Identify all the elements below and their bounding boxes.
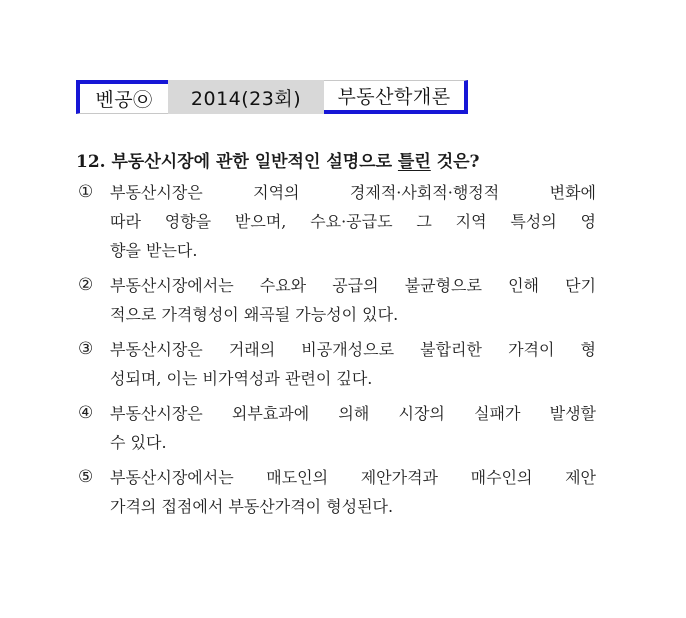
option-text-line: 부동산시장에서는 매도인의 제안가격과 매수인의 제안 [110,468,596,487]
option-text-line: 부동산시장에서는 수요와 공급의 불균형으로 인해 단기 [110,276,596,295]
option-text-line: 부동산시장은 지역의 경제적·사회적·행정적 변화에 [110,183,596,202]
option-marker: ⑤ [78,467,94,487]
answer-option-5 [76,463,596,521]
answer-option-2 [76,271,596,329]
exam-tag-bar [76,80,468,116]
answer-option-4 [76,399,596,457]
answer-options [76,178,596,527]
answer-option-3 [76,335,596,393]
option-marker: ④ [78,403,94,423]
option-text-line: 성되며, 이는 비가역성과 관련이 깊다. [110,369,373,388]
option-text-line: 부동산시장은 외부효과에 의해 시장의 실패가 발생할 [110,404,596,423]
option-text-line: 수 있다. [110,433,167,452]
tag-exam-year: 2014(23회) [168,80,324,114]
tag-subject: 부동산학개론 [324,80,468,114]
option-marker: ③ [78,339,94,359]
option-text-line: 가격의 접점에서 부동산가격이 형성된다. [110,497,394,516]
option-text-line: 부동산시장은 거래의 비공개성으로 불합리한 가격이 형 [110,340,596,359]
question-prefix: 12. 부동산시장에 관한 일반적인 설명으로 [76,152,398,172]
tag-source: 벤공㉧ [76,80,168,114]
answer-option-1 [76,178,596,265]
option-text-line: 적으로 가격형성이 왜곡될 가능성이 있다. [110,305,399,324]
question-stem [76,147,616,172]
question-underlined-word: 틀린 [397,152,431,172]
option-text-line: 향을 받는다. [110,241,198,260]
option-marker: ② [78,275,94,295]
question-suffix: 것은? [430,152,480,172]
option-marker: ① [78,182,94,202]
option-text-line: 따라 영향을 받으며, 수요·공급도 그 지역 특성의 영 [110,212,596,231]
